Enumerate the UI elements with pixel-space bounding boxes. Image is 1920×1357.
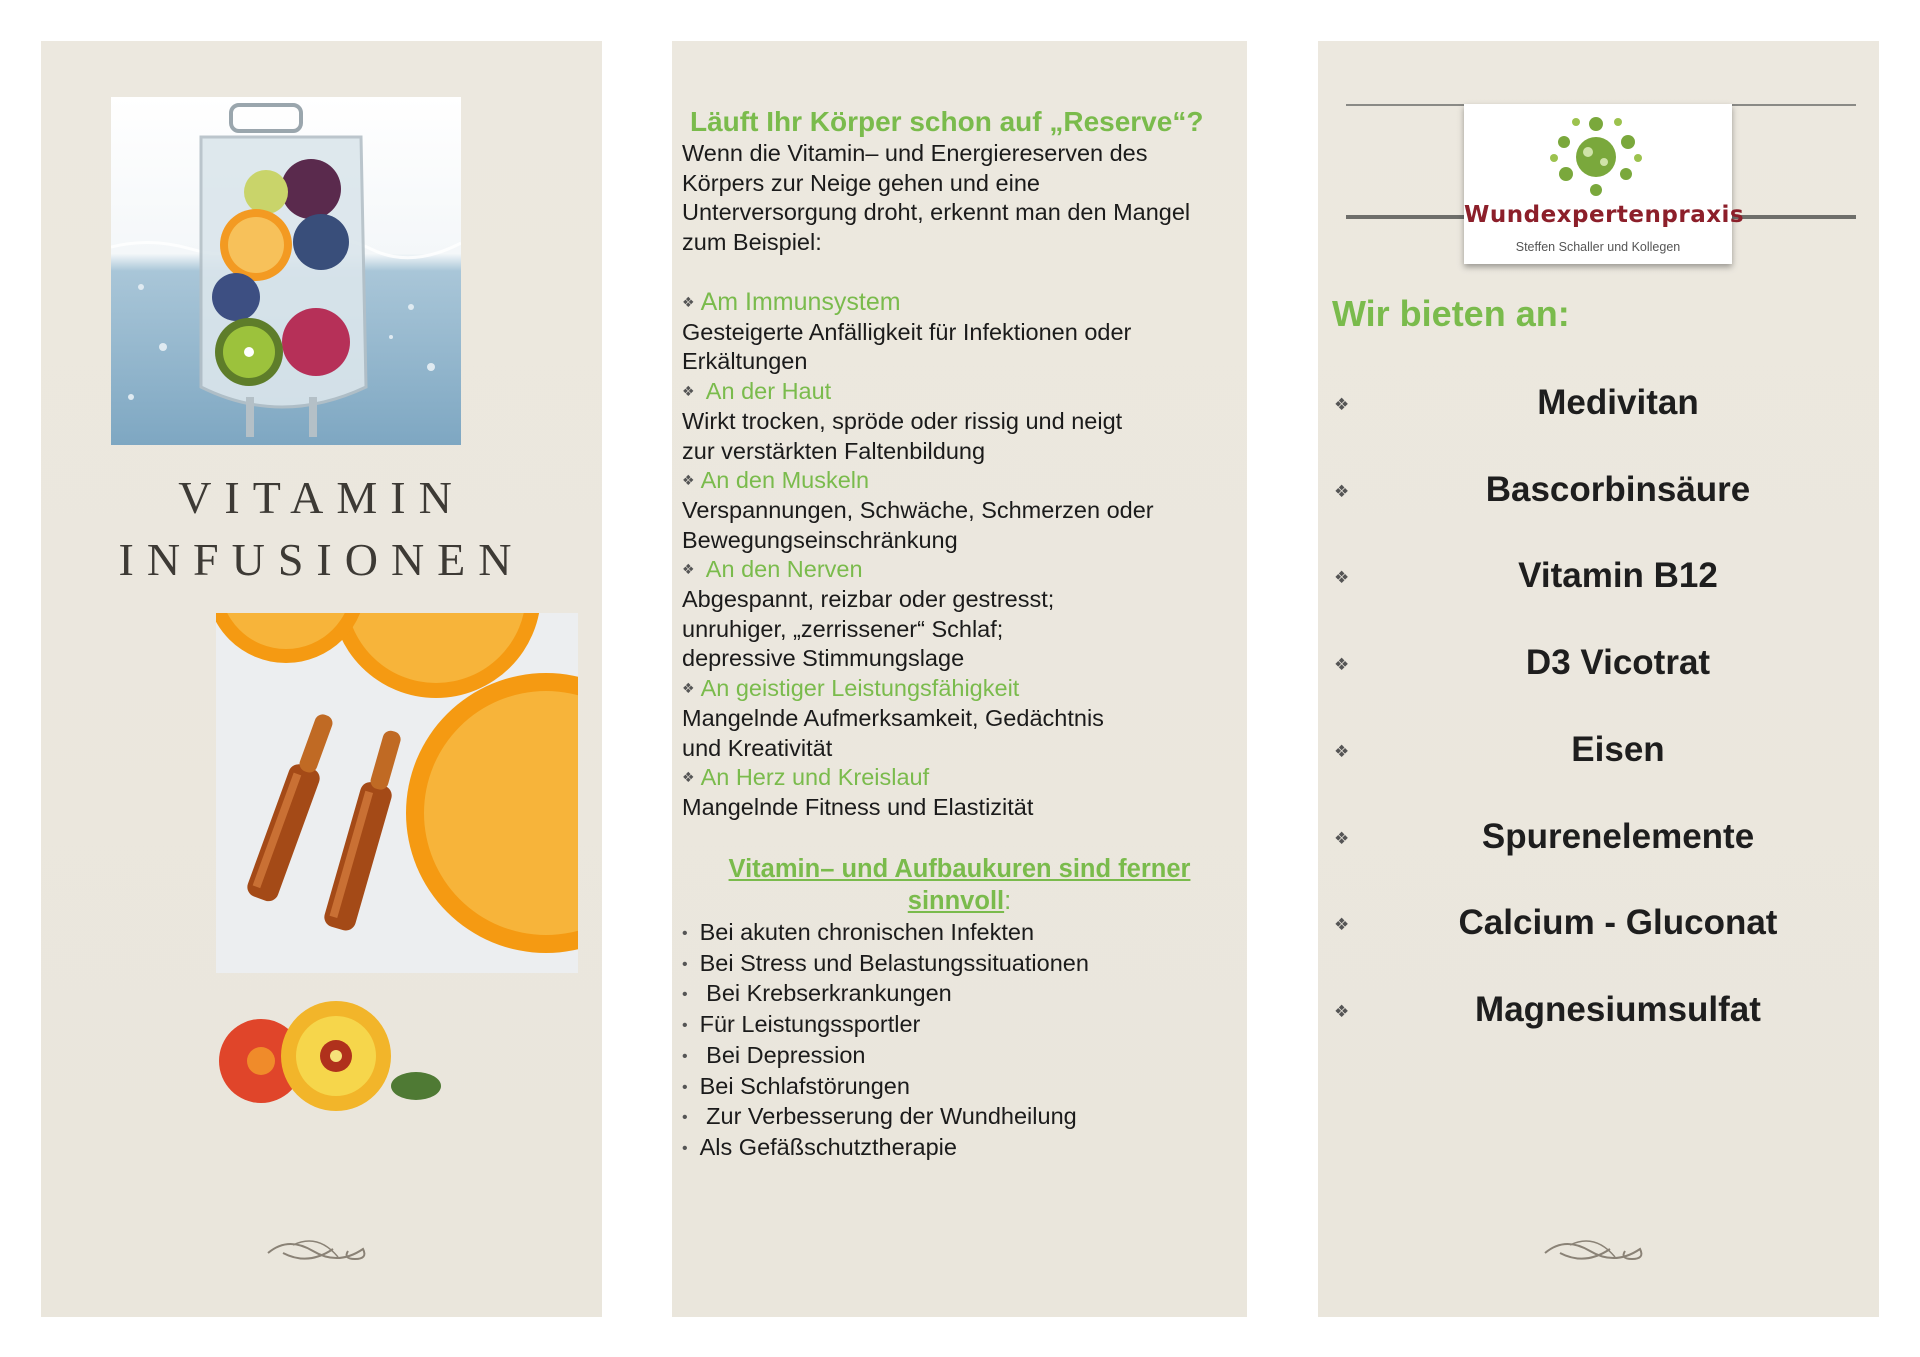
symptom-title: An geistiger Leistungsfähigkeit <box>700 675 1020 702</box>
bullet-dot-icon: • <box>682 1047 688 1065</box>
diamond-bullet-icon: ❖ <box>682 383 695 400</box>
symptom-text: Gesteigerte Anfälligkeit für Infektionen oder <box>682 318 1132 345</box>
symptom-title: An der Haut <box>705 378 832 405</box>
diamond-bullet-icon: ❖ <box>1334 655 1350 674</box>
offer-item: ❖ Medivitan <box>1334 383 1699 422</box>
diamond-bullet-icon: ❖ <box>1334 742 1350 761</box>
symptom-text: Mangelnde Aufmerksamkeit, Gedächtnis <box>682 704 1104 731</box>
bullet-dot-icon: • <box>682 1017 688 1035</box>
panel-right <box>1318 41 1879 1317</box>
iv-bag-fruit-image <box>111 97 461 445</box>
diamond-bullet-icon: ❖ <box>1334 915 1350 934</box>
offer-item: ❖ Bascorbinsäure <box>1334 470 1751 509</box>
offer-item: ❖ D3 Vicotrat <box>1334 643 1711 682</box>
logo-name: Wundexpertenpraxis <box>1464 202 1745 228</box>
symptom-title: An den Muskeln <box>700 467 870 494</box>
offer-item: ❖ Vitamin B12 <box>1334 556 1718 595</box>
symptom-title: Am Immunsystem <box>700 288 901 316</box>
symptom-list <box>682 288 1237 823</box>
title-infusionen: INFUSIONEN <box>118 534 525 585</box>
intro-text <box>682 139 1237 258</box>
intro-line: Wenn die Vitamin– und Energiereserven des <box>682 140 1148 166</box>
benefits-heading-colon: : <box>1004 887 1012 915</box>
symptom-text: Wirkt trocken, spröde oder rissig und neigt <box>682 407 1123 434</box>
list-item: • Bei Stress und Belastungssituationen <box>682 949 1089 976</box>
ampoule-orange-image <box>216 613 578 973</box>
benefits-heading-line-2: sinnvoll <box>907 887 1005 915</box>
list-item: • Bei akuten chronischen Infekten <box>682 919 1035 945</box>
symptom-title: An Herz und Kreislauf <box>700 764 930 791</box>
symptom-text: zur verstärkten Faltenbildung <box>682 437 986 464</box>
list-item: • Zur Verbesserung der Wundheilung <box>682 1103 1077 1130</box>
bullet-dot-icon: • <box>682 1109 688 1127</box>
intro-line: Körpers zur Neige gehen und eine <box>682 169 1040 196</box>
ornament-flourish <box>1540 1231 1650 1276</box>
diamond-bullet-icon: ❖ <box>1334 829 1350 848</box>
symptom-text: Erkältungen <box>682 348 808 375</box>
symptom-text: depressive Stimmungslage <box>682 645 965 672</box>
hibiscus-flower-image <box>201 1001 441 1121</box>
panel-middle <box>672 41 1247 1317</box>
logo-subtitle: Steffen Schaller und Kollegen <box>1515 240 1681 254</box>
list-item: • Für Leistungssportler <box>682 1011 921 1038</box>
diamond-bullet-icon: ❖ <box>682 472 695 489</box>
list-item: • Bei Krebserkrankungen <box>682 980 952 1007</box>
bullet-dot-icon: • <box>682 955 688 973</box>
list-item: • Bei Depression <box>682 1041 866 1068</box>
bullet-dot-icon: • <box>682 1078 688 1096</box>
panel-left <box>41 41 602 1317</box>
offer-item: ❖ Eisen <box>1334 730 1665 769</box>
offer-item: ❖ Calcium - Gluconat <box>1334 903 1778 942</box>
diamond-bullet-icon: ❖ <box>682 769 695 786</box>
symptom-title: An den Nerven <box>705 556 863 583</box>
diamond-bullet-icon: ❖ <box>1334 1002 1350 1021</box>
bullet-dot-icon: • <box>682 1139 688 1157</box>
practice-logo <box>1464 104 1745 264</box>
virus-logo-icon <box>1546 112 1646 202</box>
intro-line: Unterversorgung droht, erkennt man den Mangel <box>682 199 1191 226</box>
symptom-text: Bewegungseinschränkung <box>682 526 958 553</box>
symptom-text: unruhiger, „zerrissener“ Schlaf; <box>682 615 1004 642</box>
ornament-flourish <box>263 1231 373 1276</box>
benefits-heading-line-1: Vitamin– und Aufbaukuren sind ferner <box>728 855 1191 883</box>
bullet-dot-icon: • <box>682 925 688 942</box>
symptom-text: Verspannungen, Schwäche, Schmerzen oder <box>682 496 1154 523</box>
offer-item: ❖ Spurenelemente <box>1334 817 1755 856</box>
diamond-bullet-icon: ❖ <box>682 680 695 697</box>
reserve-heading: Läuft Ihr Körper schon auf „Reserve“? <box>690 106 1204 137</box>
benefits-heading <box>692 853 1227 917</box>
list-item: • Bei Schlafstörungen <box>682 1072 910 1099</box>
diamond-bullet-icon: ❖ <box>1334 395 1350 414</box>
list-item: • Als Gefäßschutztherapie <box>682 1133 957 1160</box>
diamond-bullet-icon: ❖ <box>1334 482 1350 501</box>
symptom-text: und Kreativität <box>682 734 833 761</box>
offer-heading: Wir bieten an: <box>1332 293 1570 334</box>
symptom-text: Mangelnde Fitness und Elastizität <box>682 793 1034 820</box>
diamond-bullet-icon: ❖ <box>682 561 695 578</box>
diamond-bullet-icon: ❖ <box>682 294 695 310</box>
bullet-dot-icon: • <box>682 986 688 1004</box>
intro-line: zum Beispiel: <box>682 229 822 256</box>
title-vitamin: VITAMIN <box>178 472 465 523</box>
offer-item: ❖ Magnesiumsulfat <box>1334 990 1761 1029</box>
diamond-bullet-icon: ❖ <box>1334 568 1350 587</box>
symptom-text: Abgespannt, reizbar oder gestresst; <box>682 586 1055 613</box>
benefits-list <box>682 918 1237 1164</box>
